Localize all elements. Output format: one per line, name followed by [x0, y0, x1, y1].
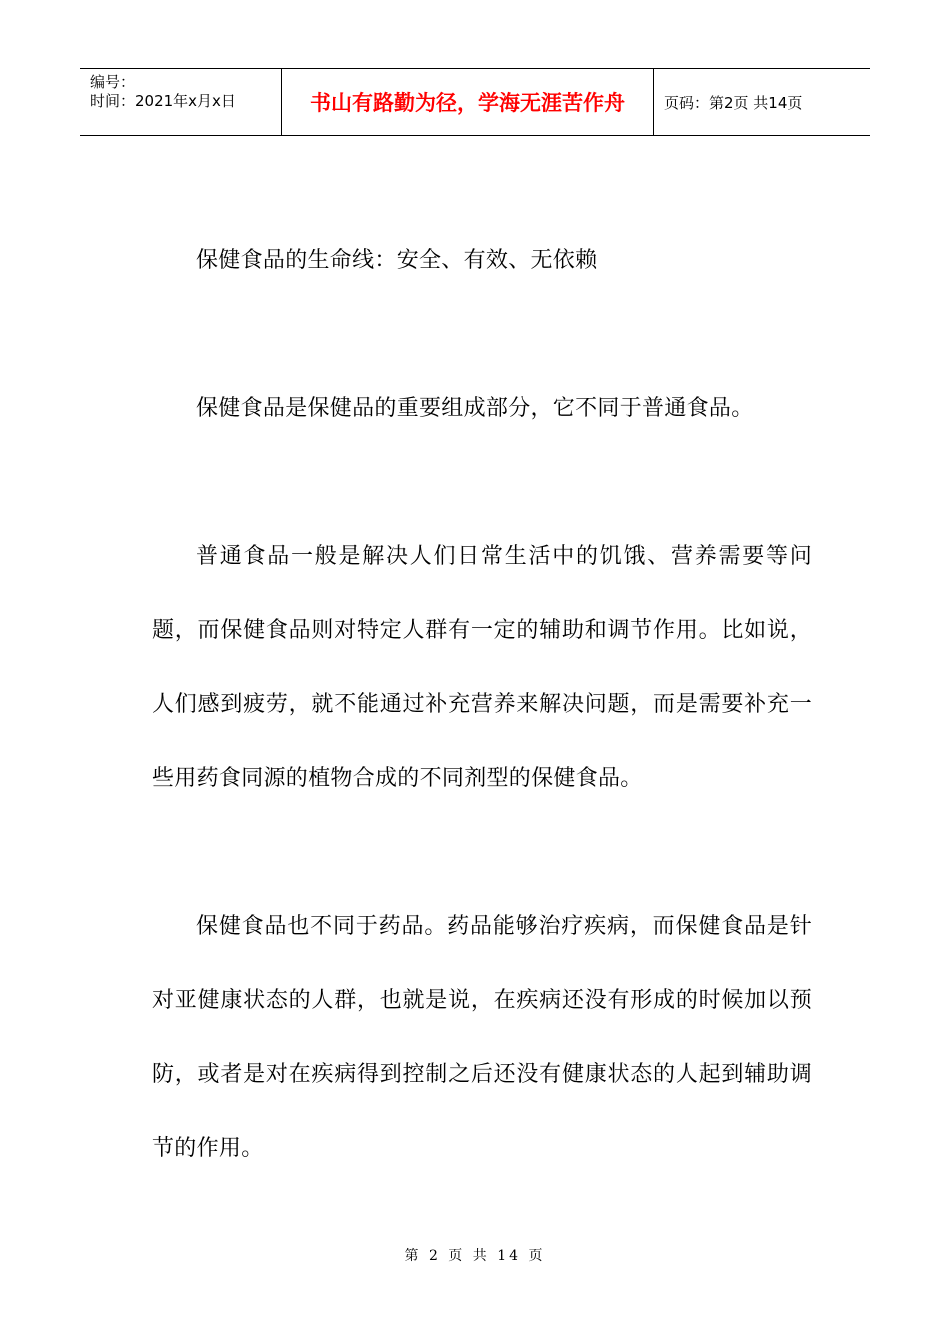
page-footer: 第 2 页 共 14 页 [404, 1248, 546, 1264]
paragraph-medicine: 保健食品也不同于药品。药品能够治疗疾病，而保健食品是针对亚健康状态的人群，也就是说，在疾病还没有形成的时候加以预防，或者是对在疾病得到控制之后还没有健康状态的人起到辅助调节的作用。 [152, 914, 812, 1161]
header-number-label: 编号： [90, 73, 136, 91]
header-page-code: 页码：第2页 共14页 [664, 93, 803, 112]
header-motto-cell [282, 69, 654, 135]
paragraph-intro: 保健食品是保健品的重要组成部分，它不同于普通食品。 [196, 396, 754, 421]
paragraph-ordinary-food: 普通食品一般是解决人们日常生活中的饥饿、营养需要等问题，而保健食品则对特定人群有一定的辅助和调节作用。比如说，人们感到疲劳，就不能通过补充营养来解决问题，而是需要补充一些用药食同源的植物合成的不同剂型的保健食品。 [152, 544, 812, 791]
header-motto: 书山有路勤为径，学海无涯苦作舟 [310, 91, 625, 115]
header-page-cell [654, 69, 870, 135]
document-header [80, 68, 870, 136]
paragraph-title: 保健食品的生命线：安全、有效、无依赖 [196, 248, 598, 273]
header-time-label: 时间：2021年x月x日 [90, 92, 236, 110]
header-meta-cell [80, 69, 282, 135]
